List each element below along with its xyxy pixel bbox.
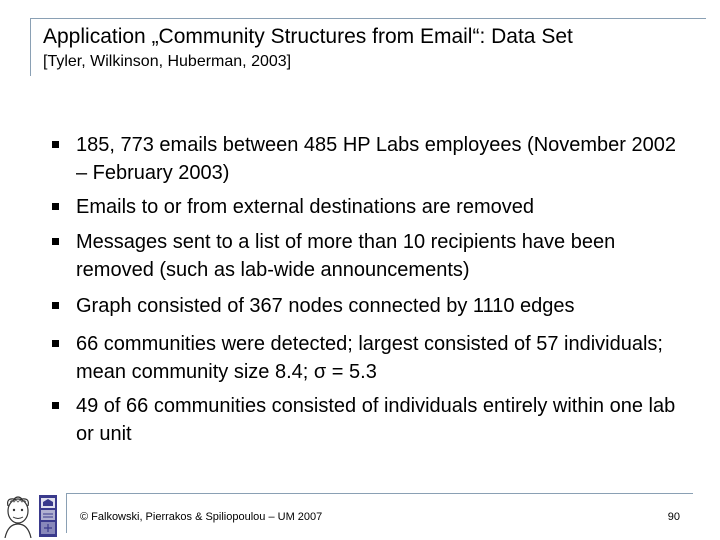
bullet-item bbox=[52, 392, 692, 448]
footer-rule bbox=[66, 493, 693, 494]
bullet-square-icon bbox=[52, 131, 76, 160]
bullet-square-icon bbox=[52, 292, 76, 321]
slide-title: Application „Community Structures from Email“: Data Set bbox=[43, 25, 573, 48]
bullet-square-icon bbox=[52, 193, 76, 222]
bullet-text: Graph consisted of 367 nodes connected by 1110 edges bbox=[76, 295, 575, 317]
bullet-text: Emails to or from external destinations are removed bbox=[76, 196, 534, 218]
bullet-square-icon bbox=[52, 228, 76, 257]
title-rule-top bbox=[30, 18, 706, 19]
portrait-logo-icon bbox=[2, 494, 34, 538]
footer-rule-left bbox=[66, 493, 67, 533]
bullet-text: Messages sent to a list of more than 10 recipients have been removed (such as lab-wide announcements) bbox=[76, 231, 616, 281]
title-rule-left bbox=[30, 18, 31, 76]
university-shield-icon bbox=[38, 494, 58, 538]
bullet-list bbox=[52, 131, 692, 448]
slide-subtitle: [Tyler, Wilkinson, Huberman, 2003] bbox=[43, 53, 292, 70]
footer-copyright: © Falkowski, Pierrakos & Spiliopoulou – UM 2007 bbox=[80, 511, 323, 523]
bullet-item bbox=[52, 131, 692, 187]
bullet-item bbox=[52, 228, 692, 284]
page-number: 90 bbox=[667, 511, 680, 523]
bullet-square-icon bbox=[52, 330, 76, 359]
bullet-item bbox=[52, 330, 692, 386]
bullet-square-icon bbox=[52, 392, 76, 421]
bullet-text: 66 communities were detected; largest consisted of 57 individuals; mean community size 8.4; σ = 5.3 bbox=[76, 333, 663, 383]
bullet-text: 49 of 66 communities consisted of individuals entirely within one lab or unit bbox=[76, 395, 676, 445]
bullet-item bbox=[52, 292, 692, 321]
bullet-text: 185, 773 emails between 485 HP Labs employees (November 2002 – February 2003) bbox=[76, 134, 676, 184]
bullet-item bbox=[52, 193, 692, 222]
